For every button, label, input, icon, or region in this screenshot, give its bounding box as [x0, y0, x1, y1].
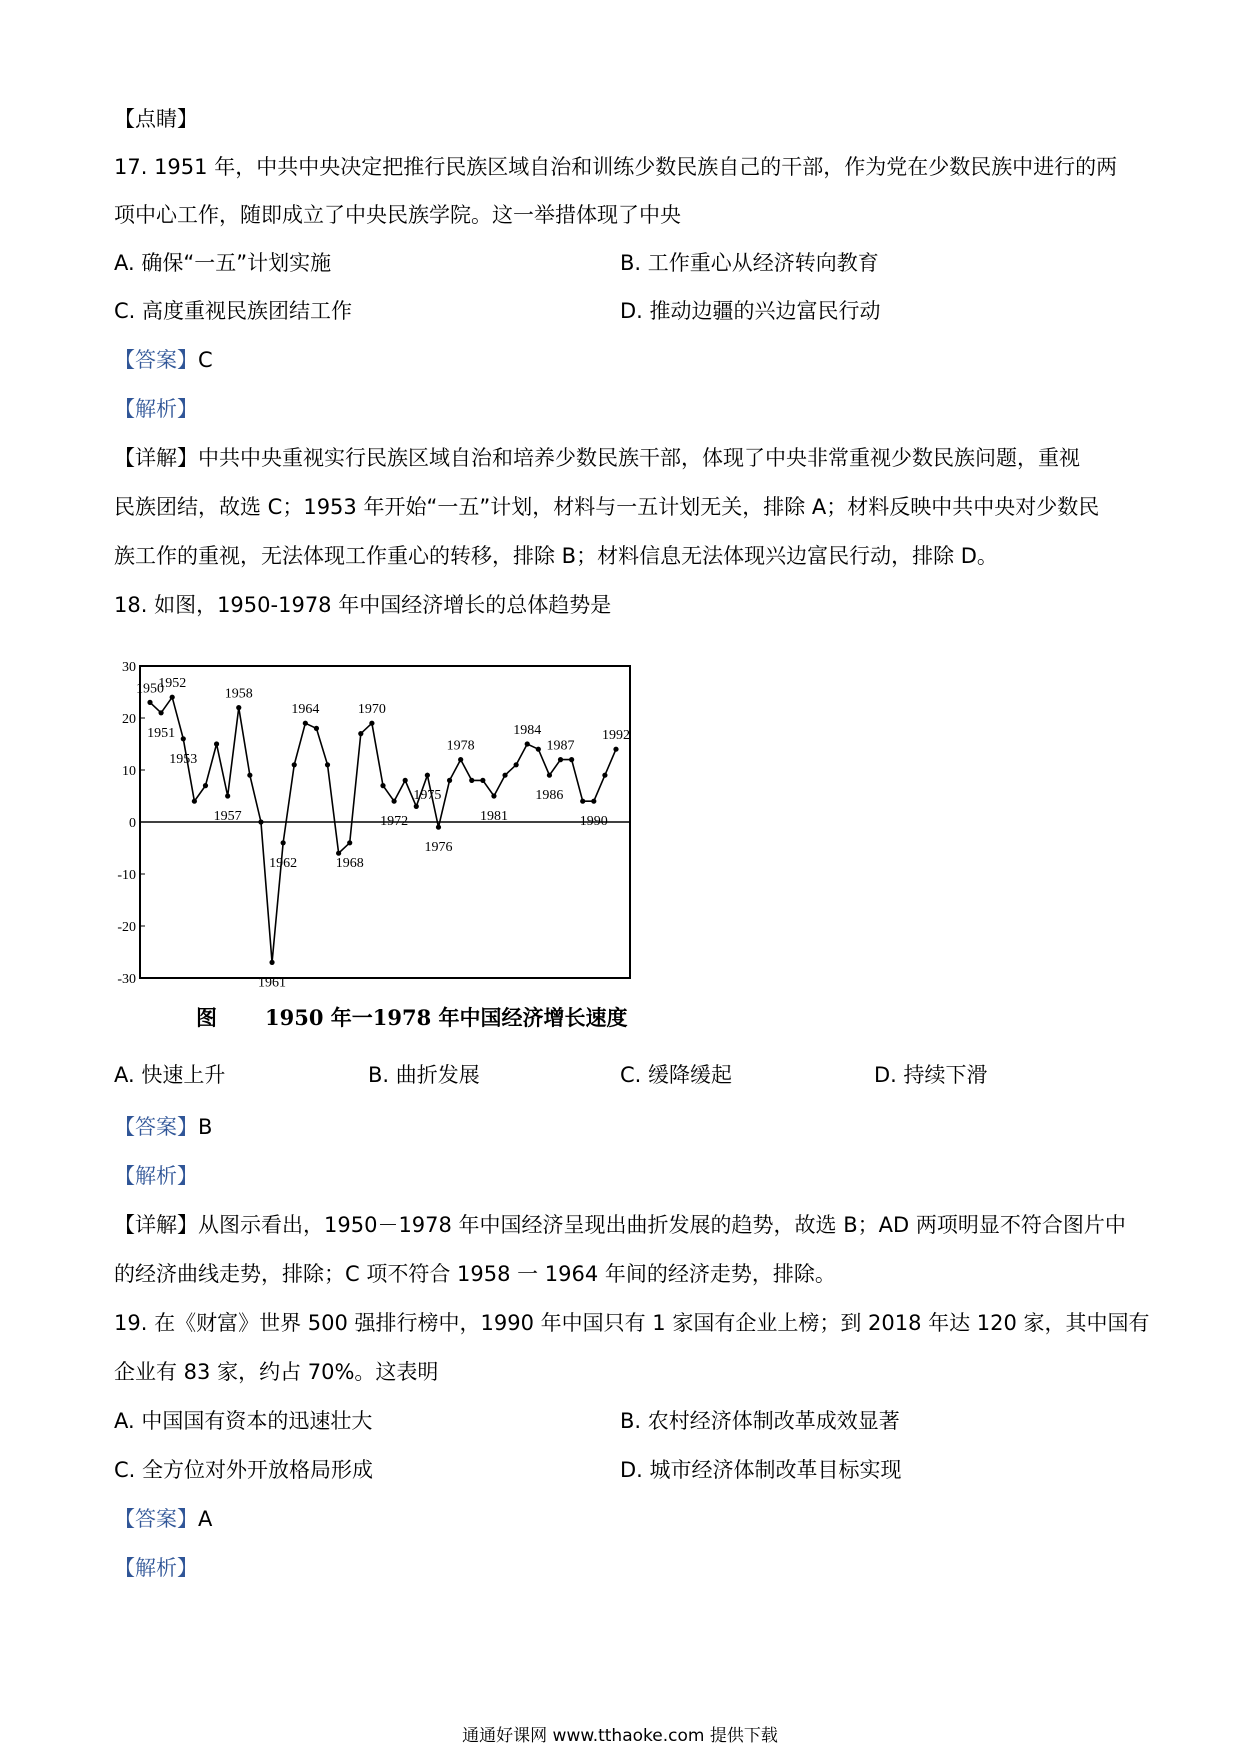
data-point [403, 778, 408, 783]
data-point [347, 840, 352, 845]
data-point-label: 1990 [579, 814, 608, 830]
answer-value: A [198, 1507, 213, 1531]
y-tick-label: -20 [117, 920, 136, 935]
series-line [150, 697, 616, 962]
data-point [502, 773, 507, 778]
q17-detail-line2: 民族团结，故选 C；1953 年开始“一五”计划，材料与一五计划无关，排除 A；材料反映中共中央对少数民 [114, 495, 1100, 519]
y-tick-label: 20 [122, 712, 136, 727]
q18-stem: 18. 如图，1950-1978 年中国经济增长的总体趋势是 [114, 593, 612, 617]
data-point [469, 778, 474, 783]
data-point [325, 762, 330, 767]
data-point [147, 700, 152, 705]
q18-detail-line2: 的经济曲线走势，排除；C 项不符合 1958 一 1964 年间的经济走势，排除。 [114, 1262, 836, 1286]
data-point [591, 799, 596, 804]
q17-stem-line2: 项中心工作，随即成立了中央民族学院。这一举措体现了中央 [114, 203, 681, 227]
q19-option-a: A. 中国国有资本的迅速壮大 [114, 1409, 373, 1433]
detail-tag: 【详解】 [114, 446, 198, 470]
data-point [158, 710, 163, 715]
data-point-label: 1961 [258, 975, 287, 991]
data-point [425, 773, 430, 778]
data-point [414, 804, 419, 809]
data-point [547, 773, 552, 778]
detail-tag: 【详解】 [114, 1213, 198, 1237]
q17-answer [114, 345, 213, 375]
data-point [170, 695, 175, 700]
data-point-label: 1958 [224, 686, 253, 702]
caption-figure: 图 [196, 1005, 217, 1030]
chart-caption [196, 1003, 628, 1033]
q18-answer [114, 1112, 212, 1142]
data-point [358, 731, 363, 736]
dianjing-heading: 【点睛】 [114, 107, 198, 131]
data-point-label: 1972 [380, 814, 409, 830]
data-point [480, 778, 485, 783]
data-point-label: 1987 [546, 738, 575, 754]
q17-detail-line3: 族工作的重视，无法体现工作重心的转移，排除 B；材料信息无法体现兴边富民行动，排除 D。 [114, 544, 998, 568]
data-point-label: 1957 [213, 809, 242, 824]
y-axis-tick-labels [117, 660, 136, 987]
data-point [613, 747, 618, 752]
data-point [247, 773, 252, 778]
data-point [258, 819, 263, 824]
data-point [192, 799, 197, 804]
q18-analysis [114, 1161, 198, 1191]
q18-option-b: B. 曲折发展 [368, 1063, 480, 1087]
q18-option-a: A. 快速上升 [114, 1063, 226, 1087]
q17-option-c: C. 高度重视民族团结工作 [114, 299, 353, 323]
data-point-label: 1953 [169, 751, 198, 767]
answer-value: B [198, 1115, 213, 1139]
data-point [303, 721, 308, 726]
data-point-label: 1968 [335, 855, 364, 871]
data-point [514, 762, 519, 767]
data-point-label: 1964 [291, 702, 320, 718]
q19-option-b: B. 农村经济体制改革成效显著 [620, 1409, 900, 1433]
data-point [525, 741, 530, 746]
data-point [225, 793, 230, 798]
data-point-label: 1992 [602, 728, 630, 744]
analysis-tag: 【解析】 [114, 1556, 198, 1580]
q17-option-d: D. 推动边疆的兴边富民行动 [620, 299, 881, 323]
data-point-label: 1952 [158, 676, 187, 692]
data-point [203, 783, 208, 788]
data-point [391, 799, 396, 804]
q19-option-c: C. 全方位对外开放格局形成 [114, 1458, 374, 1482]
data-point-label: 1981 [479, 809, 508, 824]
data-point [558, 757, 563, 762]
answer-tag: 【答案】 [114, 1115, 198, 1139]
y-tick-label: -10 [117, 868, 136, 883]
data-point [380, 783, 385, 788]
data-point [269, 960, 274, 965]
data-points [147, 695, 618, 965]
data-point-label: 1984 [513, 723, 542, 738]
data-point [236, 705, 241, 710]
data-point-label: 1978 [446, 738, 475, 754]
page-footer: 通通好课网 www.tthaoke.com 提供下载 [462, 1726, 778, 1746]
data-point [181, 736, 186, 741]
data-point [214, 741, 219, 746]
data-point [458, 757, 463, 762]
q18-option-d: D. 持续下滑 [874, 1063, 988, 1087]
y-tick-label: 10 [122, 764, 136, 779]
detail-text: 中共中央重视实行民族区域自治和培养少数民族干部，体现了中央非常重视少数民族问题，重视 [198, 446, 1080, 470]
q17-option-a: A. 确保“一五”计划实施 [114, 251, 332, 275]
y-tick-label: 0 [129, 816, 136, 831]
data-point [491, 793, 496, 798]
answer-tag: 【答案】 [114, 348, 198, 372]
q18-detail-line1 [114, 1210, 1126, 1240]
q19-stem-line1: 19. 在《财富》世界 500 强排行榜中，1990 年中国只有 1 家国有企业上榜；到 2018 年达 120 家，其中国有 [114, 1311, 1150, 1335]
answer-tag: 【答案】 [114, 1507, 198, 1531]
q19-answer [114, 1504, 212, 1534]
analysis-tag: 【解析】 [114, 1164, 198, 1188]
q19-analysis [114, 1553, 198, 1583]
data-point [580, 799, 585, 804]
data-point [436, 825, 441, 830]
q17-detail-line1 [114, 443, 1080, 473]
y-tick-label: 30 [122, 660, 136, 675]
data-point-label: 1951 [147, 725, 176, 741]
data-point [292, 762, 297, 767]
q17-stem-line1: 17. 1951 年，中共中央决定把推行民族区域自治和训练少数民族自己的干部，作为党在少数民族中进行的两 [114, 155, 1118, 179]
data-point-label: 1950 [136, 681, 164, 697]
answer-value: C [198, 348, 213, 372]
data-point-label: 1970 [357, 702, 386, 718]
data-point [536, 747, 541, 752]
data-point-label: 1986 [535, 788, 564, 804]
data-point [602, 773, 607, 778]
q17-analysis [114, 394, 198, 424]
data-point-labels [136, 676, 630, 990]
caption-title: 1950 年一1978 年中国经济增长速度 [265, 1005, 628, 1030]
detail-text: 从图示看出，1950－1978 年中国经济呈现出曲折发展的趋势，故选 B；AD 两项明显不符合图片中 [198, 1213, 1126, 1237]
data-point [369, 721, 374, 726]
growth-chart [106, 660, 676, 1030]
data-point [281, 840, 286, 845]
q17-option-b: B. 工作重心从经济转向教育 [620, 251, 879, 275]
q19-option-d: D. 城市经济体制改革目标实现 [620, 1458, 902, 1482]
q18-option-c: C. 缓降缓起 [620, 1063, 733, 1087]
q19-stem-line2: 企业有 83 家，约占 70%。这表明 [114, 1360, 439, 1384]
data-point-label: 1962 [269, 855, 298, 871]
analysis-tag: 【解析】 [114, 397, 198, 421]
data-point [314, 726, 319, 731]
data-point [447, 778, 452, 783]
data-point-label: 1976 [424, 840, 453, 856]
y-tick-label: -30 [117, 972, 136, 987]
data-point [569, 757, 574, 762]
data-point-label: 1975 [413, 788, 442, 804]
